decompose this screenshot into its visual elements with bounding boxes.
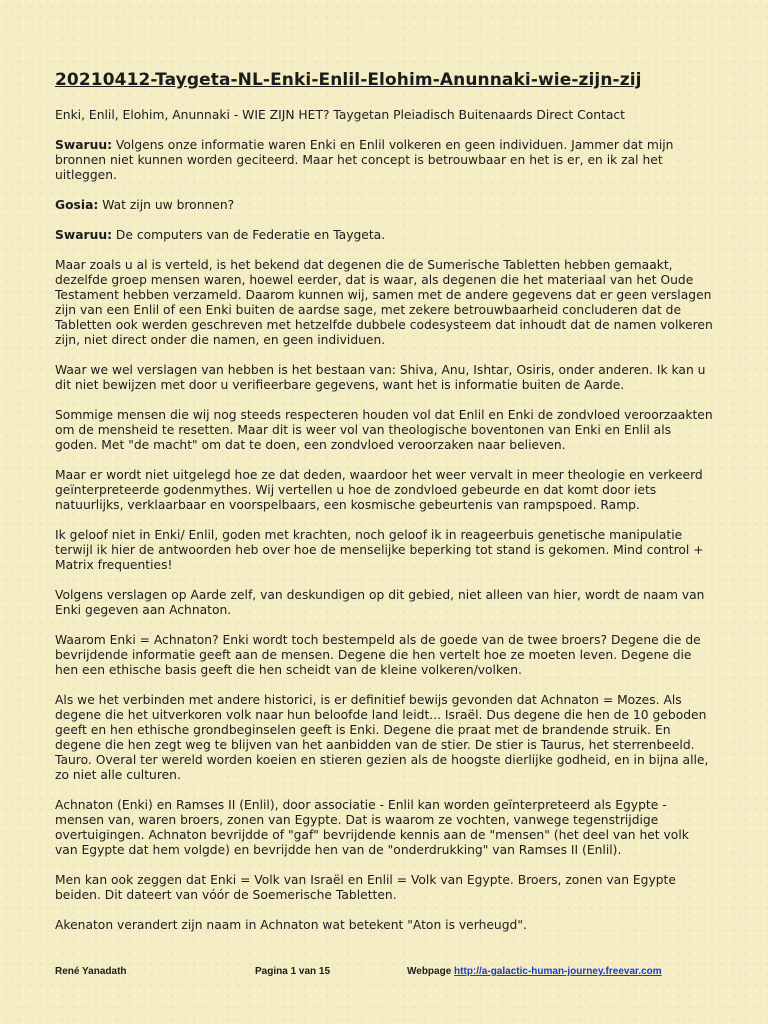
paragraph [55, 633, 715, 678]
footer-author: René Yanadath [55, 966, 127, 977]
paragraph [55, 468, 715, 513]
paragraph-text: Akenaton verandert zijn naam in Achnaton wat betekent "Aton is verheugd". [55, 918, 527, 932]
speaker-label: Swaruu: [55, 138, 113, 152]
paragraph-text: Sommige mensen die wij nog steeds respecteren houden vol dat Enlil en Enki de zondvloed veroorzaakten om de mensheid te resetten. Maar dit is weer vol van theologische boventonen van Enki en Enlil als goden. Met "de macht" om dat te doen, een zondvloed veroorzaken naar believen. [55, 408, 713, 452]
paragraph-text: Waar we wel verslagen van hebben is het bestaan van: Shiva, Anu, Ishtar, Osiris, onder anderen. Ik kan u dit niet bewijzen met door u verifieerbare gegevens, want het is informatie buiten de Aarde. [55, 363, 706, 392]
paragraph-text: Als we het verbinden met andere historici, is er definitief bewijs gevonden dat Achnaton = Mozes. Als degene die het uitverkoren volk naar hun beloofde land leidt... Israël. Dus degene die hen de 10 geboden geeft en hen ethische grondbeginselen geeft is Enki. Degene die praat met de brandende struik. En degene die hen zegt weg te blijven van het aanbidden van de stier. De stier is Taurus, het sterrenbeeld. Tauro. Overal ter wereld worden koeien en stieren gezien als de hoogste dierlijke godheid, en in bijna alle, zo niet alle culturen. [55, 693, 709, 782]
document-body [55, 70, 715, 948]
paragraph [55, 258, 715, 348]
document-title: 20210412-Taygeta-NL-Enki-Enlil-Elohim-Anunnaki-wie-zijn-zij [55, 70, 642, 90]
paragraph [55, 408, 715, 453]
paragraph [55, 138, 715, 183]
paragraph-text: Men kan ook zeggen dat Enki = Volk van Israël en Enlil = Volk van Egypte. Broers, zonen van Egypte beiden. Dit dateert van vóór de Soemerische Tabletten. [55, 873, 676, 902]
paragraph-text: Maar er wordt niet uitgelegd hoe ze dat deden, waardoor het weer vervalt in meer theologie en verkeerd geïnterpreteerde godenmythes. Wij vertellen u hoe de zondvloed gebeurde en dat komt door iets natuurlijks, verklaarbaar en voorspelbaars, een kosmische gebeurtenis van rampspoed. Ramp. [55, 468, 703, 512]
paragraph-text: Volgens verslagen op Aarde zelf, van deskundigen op dit gebied, niet alleen van hier, wordt de naam van Enki gegeven aan Achnaton. [55, 588, 705, 617]
paragraph [55, 228, 715, 243]
footer-page-number: Pagina 1 van 15 [255, 966, 331, 977]
footer-webpage [407, 966, 662, 977]
paragraph [55, 693, 715, 783]
paragraph-text: Achnaton (Enki) en Ramses II (Enlil), door associatie - Enlil kan worden geïnterpreteerd als Egypte - mensen van, waren broers, zonen van Egypte. Dat is waarom ze vochten, vanwege tegenstrijdige overtuigingen. Achnaton bevrijdde of "gaf" bevrijdende kennis aan de "mensen" (het deel van het volk van Egypte dat hem volgde) en bevrijdde hen van de "onderdrukking" van Ramses II (Enlil). [55, 798, 689, 857]
paragraph-text: Volgens onze informatie waren Enki en Enlil volkeren en geen individuen. Jammer dat mijn bronnen niet kunnen worden geciteerd. Maar het concept is betrouwbaar en het is er, en ik zal het uitleggen. [55, 138, 674, 182]
paragraph [55, 108, 715, 123]
paragraph-list [55, 108, 715, 933]
paragraph [55, 528, 715, 573]
paragraph [55, 588, 715, 618]
webpage-link[interactable]: http://a-galactic-human-journey.freevar.com [454, 966, 662, 977]
paragraph-text: De computers van de Federatie en Taygeta. [112, 228, 386, 242]
speaker-label: Gosia: [55, 198, 99, 212]
paragraph [55, 363, 715, 393]
paragraph-text: Enki, Enlil, Elohim, Anunnaki - WIE ZIJN HET? Taygetan Pleiadisch Buitenaards Direct Contact [55, 108, 625, 122]
paragraph [55, 798, 715, 858]
paragraph-text: Wat zijn uw bronnen? [98, 198, 235, 212]
footer-webpage-label: Webpage [407, 966, 455, 977]
paragraph-text: Ik geloof niet in Enki/ Enlil, goden met krachten, noch geloof ik in reageerbuis genetische manipulatie terwijl ik hier de antwoorden heb over hoe de menselijke beperking tot stand is gekomen. Mind control + Matrix frequenties! [55, 528, 704, 572]
paragraph [55, 918, 715, 933]
paragraph [55, 198, 715, 213]
paragraph [55, 873, 715, 903]
speaker-label: Swaruu: [55, 228, 113, 242]
paragraph-text: Maar zoals u al is verteld, is het bekend dat degenen die de Sumerische Tabletten hebben gemaakt, dezelfde groep mensen waren, hoewel eerder, dat is waar, als degenen die het materiaal van het Oude Testament hebben verzameld. Daarom kunnen wij, samen met de andere gegevens dat er geen verslagen zijn van een Enlil of een Enki buiten de aardse sage, met zekere betrouwbaarheid concluderen dat de Tabletten ook werden geschreven met hetzelfde dubbele codesysteem dat inhoudt dat de namen volkeren zijn, niet direct onder die namen, en geen individuen. [55, 258, 713, 347]
paragraph-text: Waarom Enki = Achnaton? Enki wordt toch bestempeld als de goede van de twee broers? Degene die de bevrijdende informatie geeft aan de mensen. Degene die hen vertelt hoe ze moeten leven. Degene die hen een ethische basis geeft die hen scheidt van de kleine volkeren/volken. [55, 633, 701, 677]
